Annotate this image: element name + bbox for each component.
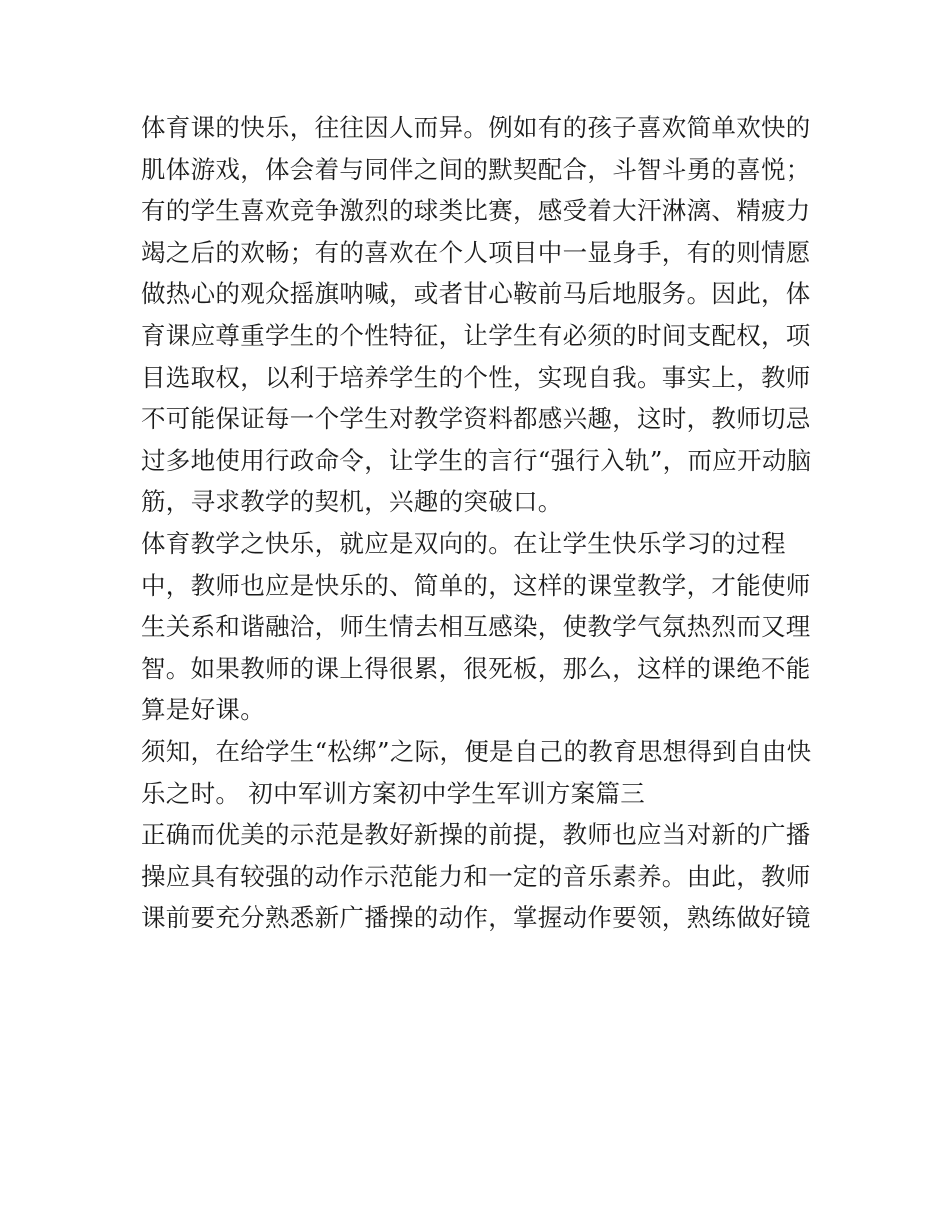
- text-line: 生关系和谐融洽，师生情去相互感染，使教学气氛热烈而又理: [141, 612, 811, 642]
- text-line: 做热心的观众摇旗呐喊，或者甘心鞍前马后地服务。因此，体: [141, 279, 811, 309]
- text-line: 算是好课。: [141, 695, 265, 725]
- text-line: 须知，在给学生“松绑”之际，便是自己的教育思想得到自由快: [141, 736, 812, 766]
- text-line: 课前要充分熟悉新广播操的动作，掌握动作要领，熟练做好镜: [141, 903, 811, 933]
- body-text: [141, 107, 821, 939]
- text-line: 体育课的快乐，往往因人而异。例如有的孩子喜欢简单欢快的: [141, 113, 811, 142]
- text-line: 智。如果教师的课上得很累，很死板，那么，这样的课绝不能: [141, 653, 811, 683]
- text-line: 操应具有较强的动作示范能力和一定的音乐素养。由此，教师: [141, 861, 811, 891]
- text-line: 不可能保证每一个学生对教学资料都感兴趣，这时，教师切忌: [141, 404, 811, 434]
- text-line: 乐之时。 初中军训方案初中学生军训方案篇三: [141, 778, 646, 808]
- text-line: 过多地使用行政命令，让学生的言行“强行入轨”，而应开动脑: [141, 445, 812, 475]
- text-line: 育课应尊重学生的个性特征，让学生有必须的时间支配权，项: [141, 320, 811, 350]
- text-line: 筋，寻求教学的契机，兴趣的突破口。: [141, 487, 563, 517]
- text-line: 肌体游戏，体会着与同伴之间的默契配合，斗智斗勇的喜悦；: [141, 154, 811, 184]
- text-line: 有的学生喜欢竞争激烈的球类比赛，感受着大汗淋漓、精疲力: [141, 196, 811, 226]
- text-line: 体育教学之快乐，就应是双向的。在让学生快乐学习的过程: [141, 528, 786, 558]
- text-line: 竭之后的欢畅；有的喜欢在个人项目中一显身手，有的则情愿: [141, 237, 811, 267]
- text-line: 中，教师也应是快乐的、简单的，这样的课堂教学，才能使师: [141, 570, 811, 600]
- text-line: 目选取权，以利于培养学生的个性，实现自我。事实上，教师: [141, 362, 811, 392]
- text-line: 正确而优美的示范是教好新操的前提，教师也应当对新的广播: [141, 820, 811, 850]
